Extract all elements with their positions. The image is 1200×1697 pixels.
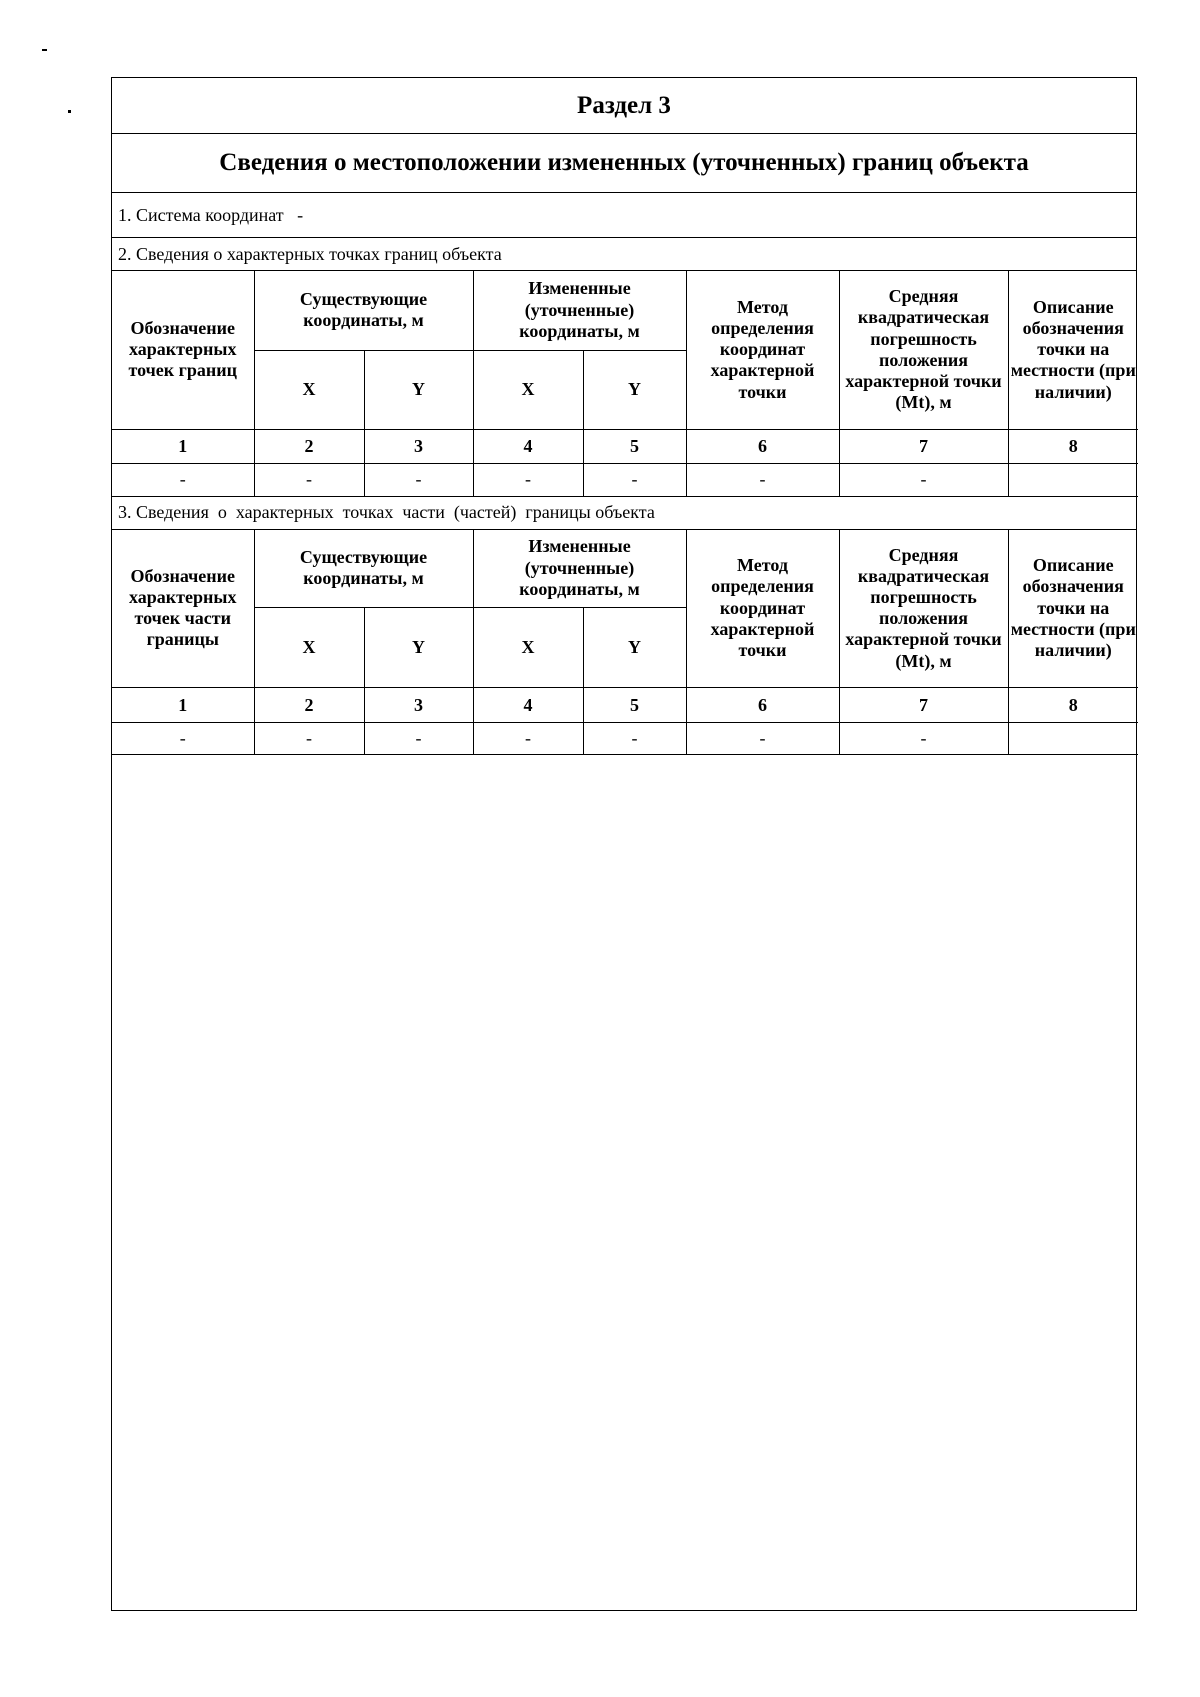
col-number: 7 [839, 429, 1008, 463]
header-changed-x: X [473, 608, 583, 688]
table1-caption-text: 2. Сведения о характерных точках границ объекта [118, 243, 502, 264]
table-cell: - [112, 463, 254, 496]
header-method: Метод определения координат характерной точки [686, 271, 839, 429]
column-number-row [112, 688, 1138, 723]
table-cell: - [583, 723, 686, 755]
table-cell: - [686, 463, 839, 496]
header-changed-coords: Измененные (уточненные) координаты, м [473, 530, 686, 608]
header-description: Описание обозначения точки на местности (при наличии) [1008, 530, 1138, 688]
table2-caption [112, 497, 1136, 530]
document-sheet [111, 77, 1137, 1611]
table-cell: - [364, 463, 473, 496]
table-cell: - [473, 723, 583, 755]
col-number: 1 [112, 429, 254, 463]
header-designation: Обозначение характерных точек части границы [112, 530, 254, 688]
table1-caption [112, 238, 1136, 271]
col-number: 4 [473, 688, 583, 723]
col-number: 6 [686, 688, 839, 723]
table-cell [1008, 723, 1138, 755]
header-existing-x: X [254, 350, 364, 429]
table-row [112, 723, 1138, 755]
col-number: 3 [364, 429, 473, 463]
header-error: Средняя квадратическая погрешность положения характерной точки (Mt), м [839, 530, 1008, 688]
header-error: Средняя квадратическая погрешность положения характерной точки (Mt), м [839, 271, 1008, 429]
col-number: 5 [583, 429, 686, 463]
col-number: 5 [583, 688, 686, 723]
coordinate-system-text: 1. Система координат - [118, 204, 304, 225]
header-changed-coords: Измененные (уточненные) координаты, м [473, 271, 686, 350]
col-number: 2 [254, 688, 364, 723]
table-cell: - [254, 723, 364, 755]
column-number-row [112, 429, 1138, 463]
table-cell: - [686, 723, 839, 755]
header-existing-y: Y [364, 350, 473, 429]
header-changed-x: X [473, 350, 583, 429]
col-number: 8 [1008, 429, 1138, 463]
boundary-part-points-table [112, 530, 1138, 756]
col-number: 4 [473, 429, 583, 463]
col-number: 6 [686, 429, 839, 463]
header-changed-y: Y [583, 608, 686, 688]
table-cell: - [839, 463, 1008, 496]
header-existing-coords: Существующие координаты, м [254, 530, 473, 608]
table-cell: - [583, 463, 686, 496]
coordinate-system-line [112, 193, 1136, 238]
table2-caption-text: 3. Сведения о характерных точках части (частей) границы объекта [118, 502, 655, 522]
header-changed-y: Y [583, 350, 686, 429]
section-subtitle: Сведения о местоположении измененных (уточненных) границ объекта [112, 134, 1136, 193]
table-cell: - [112, 723, 254, 755]
header-existing-y: Y [364, 608, 473, 688]
header-description: Описание обозначения точки на местности (при наличии) [1008, 271, 1138, 429]
header-existing-coords: Существующие координаты, м [254, 271, 473, 350]
scan-speck [68, 110, 71, 113]
table-cell: - [839, 723, 1008, 755]
scan-speck [42, 49, 47, 51]
col-number: 8 [1008, 688, 1138, 723]
table-row [112, 463, 1138, 496]
col-number: 3 [364, 688, 473, 723]
col-number: 1 [112, 688, 254, 723]
table-cell: - [364, 723, 473, 755]
header-method: Метод определения координат характерной точки [686, 530, 839, 688]
section-title: Раздел 3 [112, 78, 1136, 134]
table-cell [1008, 463, 1138, 496]
boundary-points-table [112, 271, 1138, 497]
col-number: 2 [254, 429, 364, 463]
col-number: 7 [839, 688, 1008, 723]
table-cell: - [254, 463, 364, 496]
header-existing-x: X [254, 608, 364, 688]
header-designation: Обозначение характерных точек границ [112, 271, 254, 429]
table-cell: - [473, 463, 583, 496]
